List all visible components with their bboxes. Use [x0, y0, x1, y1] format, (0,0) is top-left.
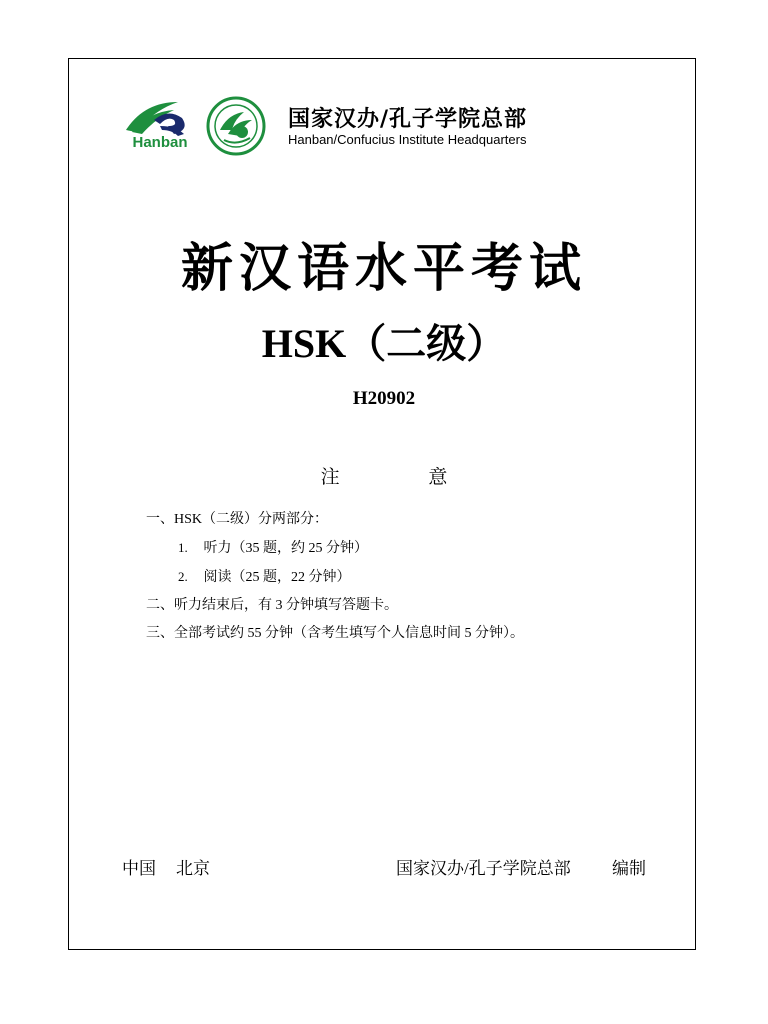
exam-code: H20902: [352, 388, 416, 409]
header-logos: [124, 96, 584, 156]
confucius-institute-logo-icon: [206, 96, 266, 156]
notice-heading-char-2: 意: [428, 467, 448, 488]
document-subtitle: HSK（二级）: [261, 321, 507, 366]
hanban-logo-text: Hanban: [132, 134, 188, 151]
page-border: [68, 58, 696, 950]
notes-intro: 一、HSK（二级）分两部分：: [146, 512, 329, 527]
footer-compiled: 编制: [612, 859, 646, 878]
document-title: 新汉语水平考试: [180, 241, 587, 298]
footer-city: 北京: [176, 859, 210, 878]
footer-country: 中国: [122, 859, 156, 878]
org-name-chinese: 国家汉办/孔子学院总部: [288, 107, 528, 132]
notes-item: [146, 534, 524, 563]
notes-item: [146, 563, 524, 592]
notice-heading: [0, 462, 768, 489]
notes-item-number: 2.: [178, 569, 188, 584]
notes-line-3: 三、全部考试约 55 分钟（含考生填写个人信息时间 5 分钟）。: [146, 626, 524, 641]
notice-heading-char-1: 注: [320, 467, 340, 488]
notes-line-2: 二、听力结束后，有 3 分钟填写答题卡。: [146, 598, 398, 613]
org-name-english: Hanban/Confucius Institute Headquarters: [288, 132, 527, 147]
notes-section: [146, 506, 524, 648]
footer-organization: 国家汉办/孔子学院总部: [396, 859, 571, 878]
notes-item-text: 听力（35 题，约 25 分钟）: [203, 541, 368, 556]
notes-item-text: 阅读（25 题，22 分钟）: [203, 570, 351, 585]
notes-item-number: 1.: [178, 540, 188, 555]
